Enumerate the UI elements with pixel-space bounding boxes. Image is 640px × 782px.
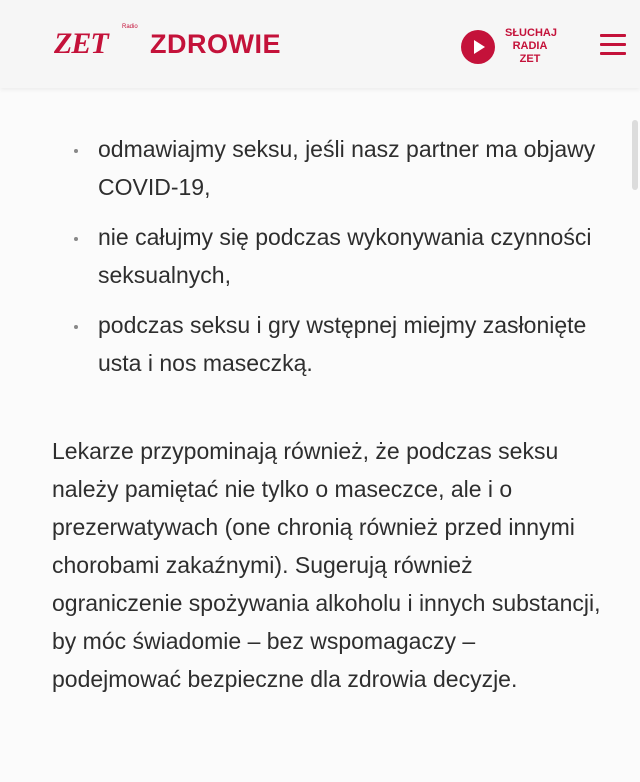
list-item: nie całujmy się podczas wykonywania czynności seksualnych,	[52, 218, 608, 294]
site-header	[0, 0, 640, 88]
play-icon[interactable]	[461, 30, 495, 64]
list-item: podczas seksu i gry wstępnej miejmy zasłonięte usta i nos maseczką.	[52, 306, 608, 382]
menu-bar	[600, 43, 626, 46]
listen-label-line1: SŁUCHAJ	[505, 27, 557, 39]
section-title[interactable]: ZDROWIE	[150, 29, 281, 59]
listen-radio-button[interactable]	[461, 27, 555, 66]
logo-superscript: Radio	[122, 24, 138, 30]
listen-label-line2: RADIA ZET	[512, 40, 548, 65]
menu-bar	[600, 52, 626, 55]
listen-radio-label[interactable]	[505, 27, 555, 66]
hamburger-menu-icon[interactable]	[600, 32, 626, 58]
article-body	[52, 130, 608, 698]
radio-zet-logo[interactable]: ZET	[54, 27, 108, 60]
scrollbar-thumb[interactable]	[632, 120, 638, 190]
list-item: odmawiajmy seksu, jeśli nasz partner ma objawy COVID-19,	[52, 130, 608, 206]
advice-list	[52, 130, 608, 382]
article-paragraph: Lekarze przypominają również, że podczas seksu należy pamiętać nie tylko o maseczce, ale i o prezerwatywach (one chronią również przed innymi chorobami zakaźnymi). Sugerują również ograniczenie spożywania alkoholu i innych substancji, by móc świadomie – bez wspomagaczy – podejmować bezpieczne dla zdrowia decyzje.	[52, 438, 601, 692]
menu-bar	[600, 34, 626, 37]
